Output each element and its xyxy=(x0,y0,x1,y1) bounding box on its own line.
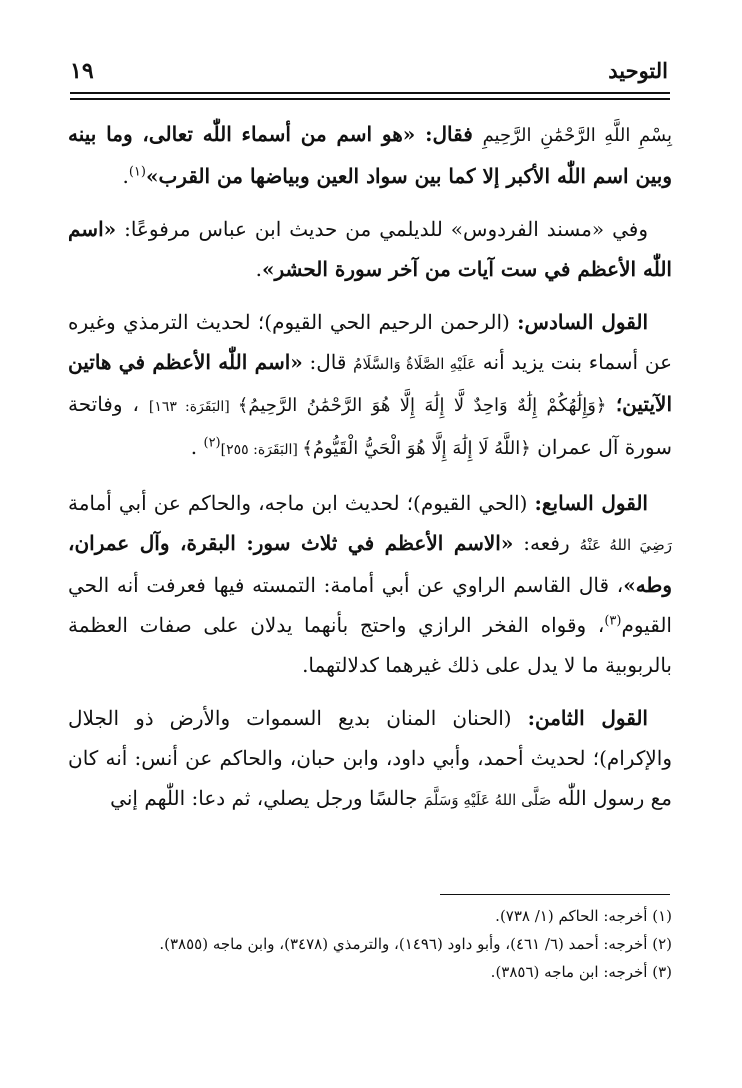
running-header-title: التوحيد xyxy=(608,58,668,83)
section-heading: القول السابع: xyxy=(534,491,648,515)
section-heading: القول السادس: xyxy=(517,310,649,334)
paragraph-text: ، قال القاسم الراوي عن أبي أمامة: التمسته فيها فعرفت أنه الحي القيوم xyxy=(68,573,672,637)
footnote-separator xyxy=(440,894,670,895)
paragraph-eighth-opinion xyxy=(68,698,672,820)
quran-verse: ﴿اللَّهُ لَا إِلَٰهَ إِلَّا هُوَ الْحَيُّ الْقَيُّومُ﴾ xyxy=(302,438,531,459)
radiallahu-glyph: رَضِيَ اللهُ عَنْهُ xyxy=(579,536,672,554)
header-rule-bottom xyxy=(70,98,670,100)
main-text xyxy=(68,112,672,833)
paragraph-firdaws: وفي «مسند الفردوس» للديلمي من حديث ابن عباس مرفوعًا: «اسم اللّٰه الأعظم في ست آيات من آخر سورة الحشر». xyxy=(68,217,672,281)
footnote-marker-3: (٣) xyxy=(604,613,622,629)
hadith-quote: «اسم اللّٰه الأعظم في هاتين الآيتين؛ xyxy=(68,350,672,416)
paragraph-basmala: بِسْمِ اللَّهِ الرَّحْمَٰنِ الرَّحِيمِ فقال: «هو اسم من أسماء اللّٰه تعالى، وما بينه وبين اسم اللّٰه الأكبر إلا كما بين سواد العين وبياضها من القرب»$^{(١)}$. xyxy=(68,122,672,188)
footnotes xyxy=(70,902,672,986)
verse-reference: [البَقَرَة: ١٦٣] xyxy=(148,399,238,415)
paragraph-text: وفي «مسند الفردوس» للديلمي من حديث ابن عباس مرفوعًا: xyxy=(116,217,648,241)
paragraph-text: ، وفاتحة سورة آل عمران xyxy=(68,392,672,459)
salutation-glyph: صَلَّى اللهُ عَلَيْهِ وَسَلَّمَ xyxy=(423,791,552,809)
footnote-1: (١) أخرجه: الحاكم (١/ ٧٣٨). xyxy=(495,907,672,925)
paragraph-seventh-opinion xyxy=(68,483,672,685)
footnote-marker-2: (٢) xyxy=(203,435,221,451)
paragraph-text: (الحنان المنان بديع السموات والأرض ذو الجلال والإكرام)؛ لحديث أحمد، وأبي داود، وابن حبان، والحاكم عن أنس: أنه كان مع رسول اللّٰه xyxy=(68,706,672,810)
paragraph-text: ، وقواه الفخر الرازي واحتج بأنهما يدلان على صفات العظمة بالربوبية ما لا يدل على ذلك غيرهما كدلالتهما. xyxy=(68,613,672,677)
hadith-quote: «اسم اللّٰه الأعظم في ست آيات من آخر سورة الحشر» xyxy=(68,217,672,281)
paragraph-text: (الحي القيوم)؛ لحديث ابن ماجه، والحاكم عن أبي أمامة xyxy=(68,491,535,515)
paragraph-text: قال: xyxy=(302,350,354,374)
header-rule-top xyxy=(70,92,670,94)
paragraph-text: فقال: «هو اسم من أسماء اللّٰه تعالى، وما بينه وبين اسم اللّٰه الأكبر إلا كما بين سواد العين وبياضها من القرب» xyxy=(68,122,672,188)
section-heading: القول الثامن: xyxy=(527,706,648,730)
footnote-marker-1: (١) xyxy=(128,164,146,180)
paragraph-sixth-opinion: القول السادس: (الرحمن الرحيم الحي القيوم)؛ لحديث الترمذي وغيره عن أسماء بنت يزيد أنه عَلَيْهِ الصَّلَاةُ وَالسَّلَامُ قال: «اسم اللّٰه الأعظم في هاتين الآيتين؛ ﴿وَإِلَٰهُكُمْ إِلَٰهٌ وَاحِدٌ لَّا إِلَٰهَ إِلَّا هُوَ الرَّحْمَٰنُ الرَّحِيمُ﴾ [البَقَرَة: ١٦٣] ، وفاتحة سورة آل عمران ﴿اللَّهُ لَا إِلَٰهَ إِلَّا هُوَ الْحَيُّ الْقَيُّومُ﴾ [البَقَرَة: ٢٥٥]$^{(٢)}$ . xyxy=(68,310,673,459)
footnote-2: (٢) أخرجه: أحمد (٦/ ٤٦١)، وأبو داود (١٤٩٦)، والترمذي (٣٤٧٨)، وابن ماجه (٣٨٥٥). xyxy=(159,935,672,953)
quran-verse: ﴿وَإِلَٰهُكُمْ إِلَٰهٌ وَاحِدٌ لَّا إِلَٰهَ إِلَّا هُوَ الرَّحْمَٰنُ الرَّحِيمُ﴾ xyxy=(237,395,616,416)
footnote-3: (٣) أخرجه: ابن ماجه (٣٨٥٦). xyxy=(490,963,672,981)
basmala-calligraphy: بِسْمِ اللَّهِ الرَّحْمَٰنِ الرَّحِيمِ xyxy=(482,125,672,146)
paragraph-text: رفعه: xyxy=(513,531,580,555)
paragraph-text: جالسًا ورجل يصلي، ثم دعا: اللّٰهم إني xyxy=(110,786,424,810)
paragraph-text: (الرحمن الرحيم الحي القيوم)؛ لحديث الترمذي وغيره عن أسماء بنت يزيد أنه xyxy=(68,310,673,374)
salutation-glyph: عَلَيْهِ الصَّلَاةُ وَالسَّلَامُ xyxy=(353,355,477,373)
verse-reference: [البَقَرَة: ٢٥٥] xyxy=(220,442,303,458)
page-number: ١٩ xyxy=(70,58,94,84)
hadith-quote: «الاسم الأعظم في ثلاث سور: البقرة، وآل عمران، وطه» xyxy=(68,531,672,597)
